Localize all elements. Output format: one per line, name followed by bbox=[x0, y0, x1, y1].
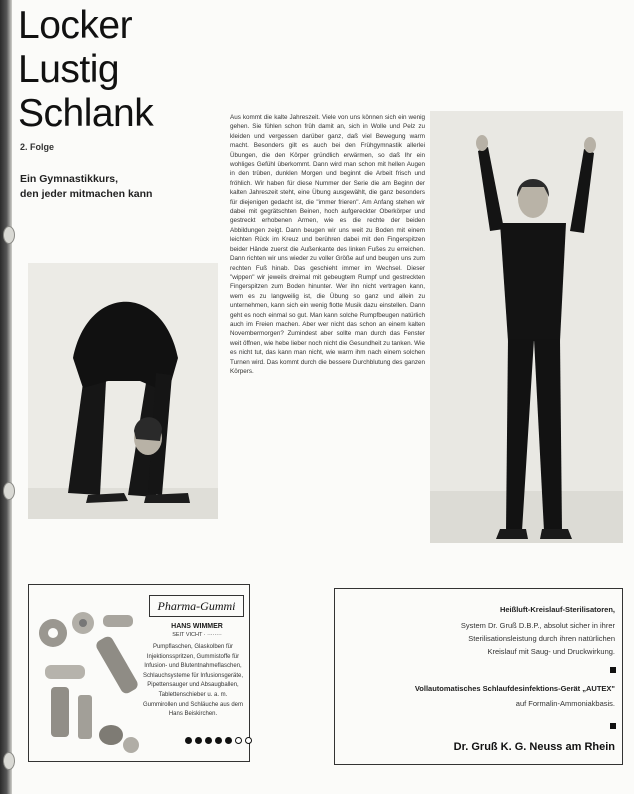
exercise-photo-arms-raised bbox=[430, 111, 623, 543]
advertiser-signature: Dr. Gruß K. G. Neuss am Rhein bbox=[453, 741, 615, 753]
binding-hole bbox=[3, 226, 15, 244]
page-binding bbox=[0, 0, 12, 794]
article-title bbox=[18, 4, 153, 136]
dot-icon bbox=[225, 737, 232, 744]
pharma-gummi-ad bbox=[28, 584, 250, 762]
series-number: 2. Folge bbox=[20, 142, 55, 152]
dot-icon bbox=[215, 737, 222, 744]
decorative-dots bbox=[185, 737, 252, 744]
rubber-products-illustration bbox=[33, 595, 143, 757]
title-line: Schlank bbox=[18, 92, 154, 135]
pharma-gummi-logo: Pharma-Gummi bbox=[149, 595, 244, 617]
dot-icon bbox=[195, 737, 202, 744]
binding-hole bbox=[3, 482, 15, 500]
article-subtitle bbox=[20, 172, 210, 202]
square-bullet-icon bbox=[610, 667, 616, 673]
exercise-photo-forward-bend bbox=[28, 263, 218, 519]
description-line: System Dr. Gruß D.B.P., absolut sicher in ihrer bbox=[460, 621, 615, 630]
article-body: Aus kommt die kalte Jahreszeit. Viele von uns können sich ein wenig gehen. Sie fühlen schon früh damit an, sich in Wolle und Pelz zu kleiden und vergessen darüber ganz, daß viel Bewegung warm macht. Besonders gilt es auch bei den Frühgymnastik allerlei Übungen, die den Körper gründlich erwärmen, so daß Ihr ein wohliges Gefühl überkommt. Dann wird man schon mit hellen Augen in den trüben, dunklen Morgen und beginnt die Arbeit frisch und fröhlich. Wir haben für diese Nummer der Serie die am Beginn der kalten Jahreszeit steht, eine Übung ausgewählt, die ganz besonders für diejenigen gedacht ist, die "immer frieren". Am Anfang stehen wir dabei mit gegrätschten Beinen, hoch aufgereckter Oberkörper und gestreckt erhobenen Armen, wie es die rechte der beiden Abbildungen zeigt. Dann beugen wir uns weit zu Boden mit einem leichten Rück im Kreuz und berühren dabei mit den Fingerspitzen beider Hände zuerst die Außenkante des linken Fußes zu erreichen. Dann richten wir uns wieder zu voller Größe auf und beugen uns zum rechten Fuß hinab. Das geschieht immer im Wechsel. Dieser "wippen" wir jeweils dreimal mit gebeugtem Rumpf und gestreckten Fingerspitzen zum Boden hinunter. Wer ihn nicht vertragen kann, wem es zu langweilig ist, die Übung so ganz und allein zu unternehmen, kann sich ein wenig flotte Musik dazu einstellen. Dann geht es noch einmal so gut. Man kann solche Rumpfbeugen natürlich auch im Freien machen. Aber wer nicht das schon an einem kalten Novembermorgen? Zumindest aber sollte man durch das Fenster weit öffnen, wie hebe lieber noch nicht die Gesundheit zu tanken. Wie es nicht tut, das kann man nicht, wie warm ihm nach einem solchen Turnen wird. Das kommt durch die bessere Durchblutung des ganzen Körpers. bbox=[230, 114, 425, 375]
description-line: Kreislauf mit Saug- und Druckwirkung. bbox=[487, 647, 615, 656]
forward-bend-figure bbox=[28, 263, 218, 519]
autex-description: auf Formalin-Ammoniakbasis. bbox=[515, 699, 615, 708]
dot-icon bbox=[235, 737, 242, 744]
dot-icon bbox=[185, 737, 192, 744]
description-line: Sterilisationsleistung durch ihren natürlichen bbox=[468, 634, 615, 643]
company-name: HANS WIMMER bbox=[171, 623, 223, 630]
title-line: Lustig bbox=[18, 48, 120, 91]
arms-raised-figure bbox=[430, 111, 623, 543]
sterilizer-description bbox=[347, 619, 615, 658]
dr-gruss-ad bbox=[334, 588, 623, 765]
dot-icon bbox=[205, 737, 212, 744]
subtitle-line: den jeder mitmachen kann bbox=[20, 188, 153, 200]
product-description: Pumpflaschen, Glaskolben für Injektionsspritzen, Gummistoffe für Infusion- und Blutentnahmeflaschen, Schlauchsysteme für Infusionsgeräte, Pipettensauger und Absaugballen, Tablettenschieber u. a. m. Gummirollen und Schläuche aus dem Hans Beiskirchen. bbox=[142, 644, 244, 718]
dot-icon bbox=[245, 737, 252, 744]
subtitle-line: Ein Gymnastikkurs, bbox=[20, 173, 119, 185]
title-line: Locker bbox=[18, 4, 133, 47]
binding-hole bbox=[3, 752, 15, 770]
square-bullet-icon bbox=[610, 723, 616, 729]
company-tagline: SEIT VICHT · ········ bbox=[172, 632, 222, 638]
sterilizer-headline: Heißluft-Kreislauf-Sterilisatoren, bbox=[499, 605, 615, 614]
autex-headline: Vollautomatisches Schlaufdesinfektions-Gerät „AUTEX" bbox=[414, 684, 615, 693]
